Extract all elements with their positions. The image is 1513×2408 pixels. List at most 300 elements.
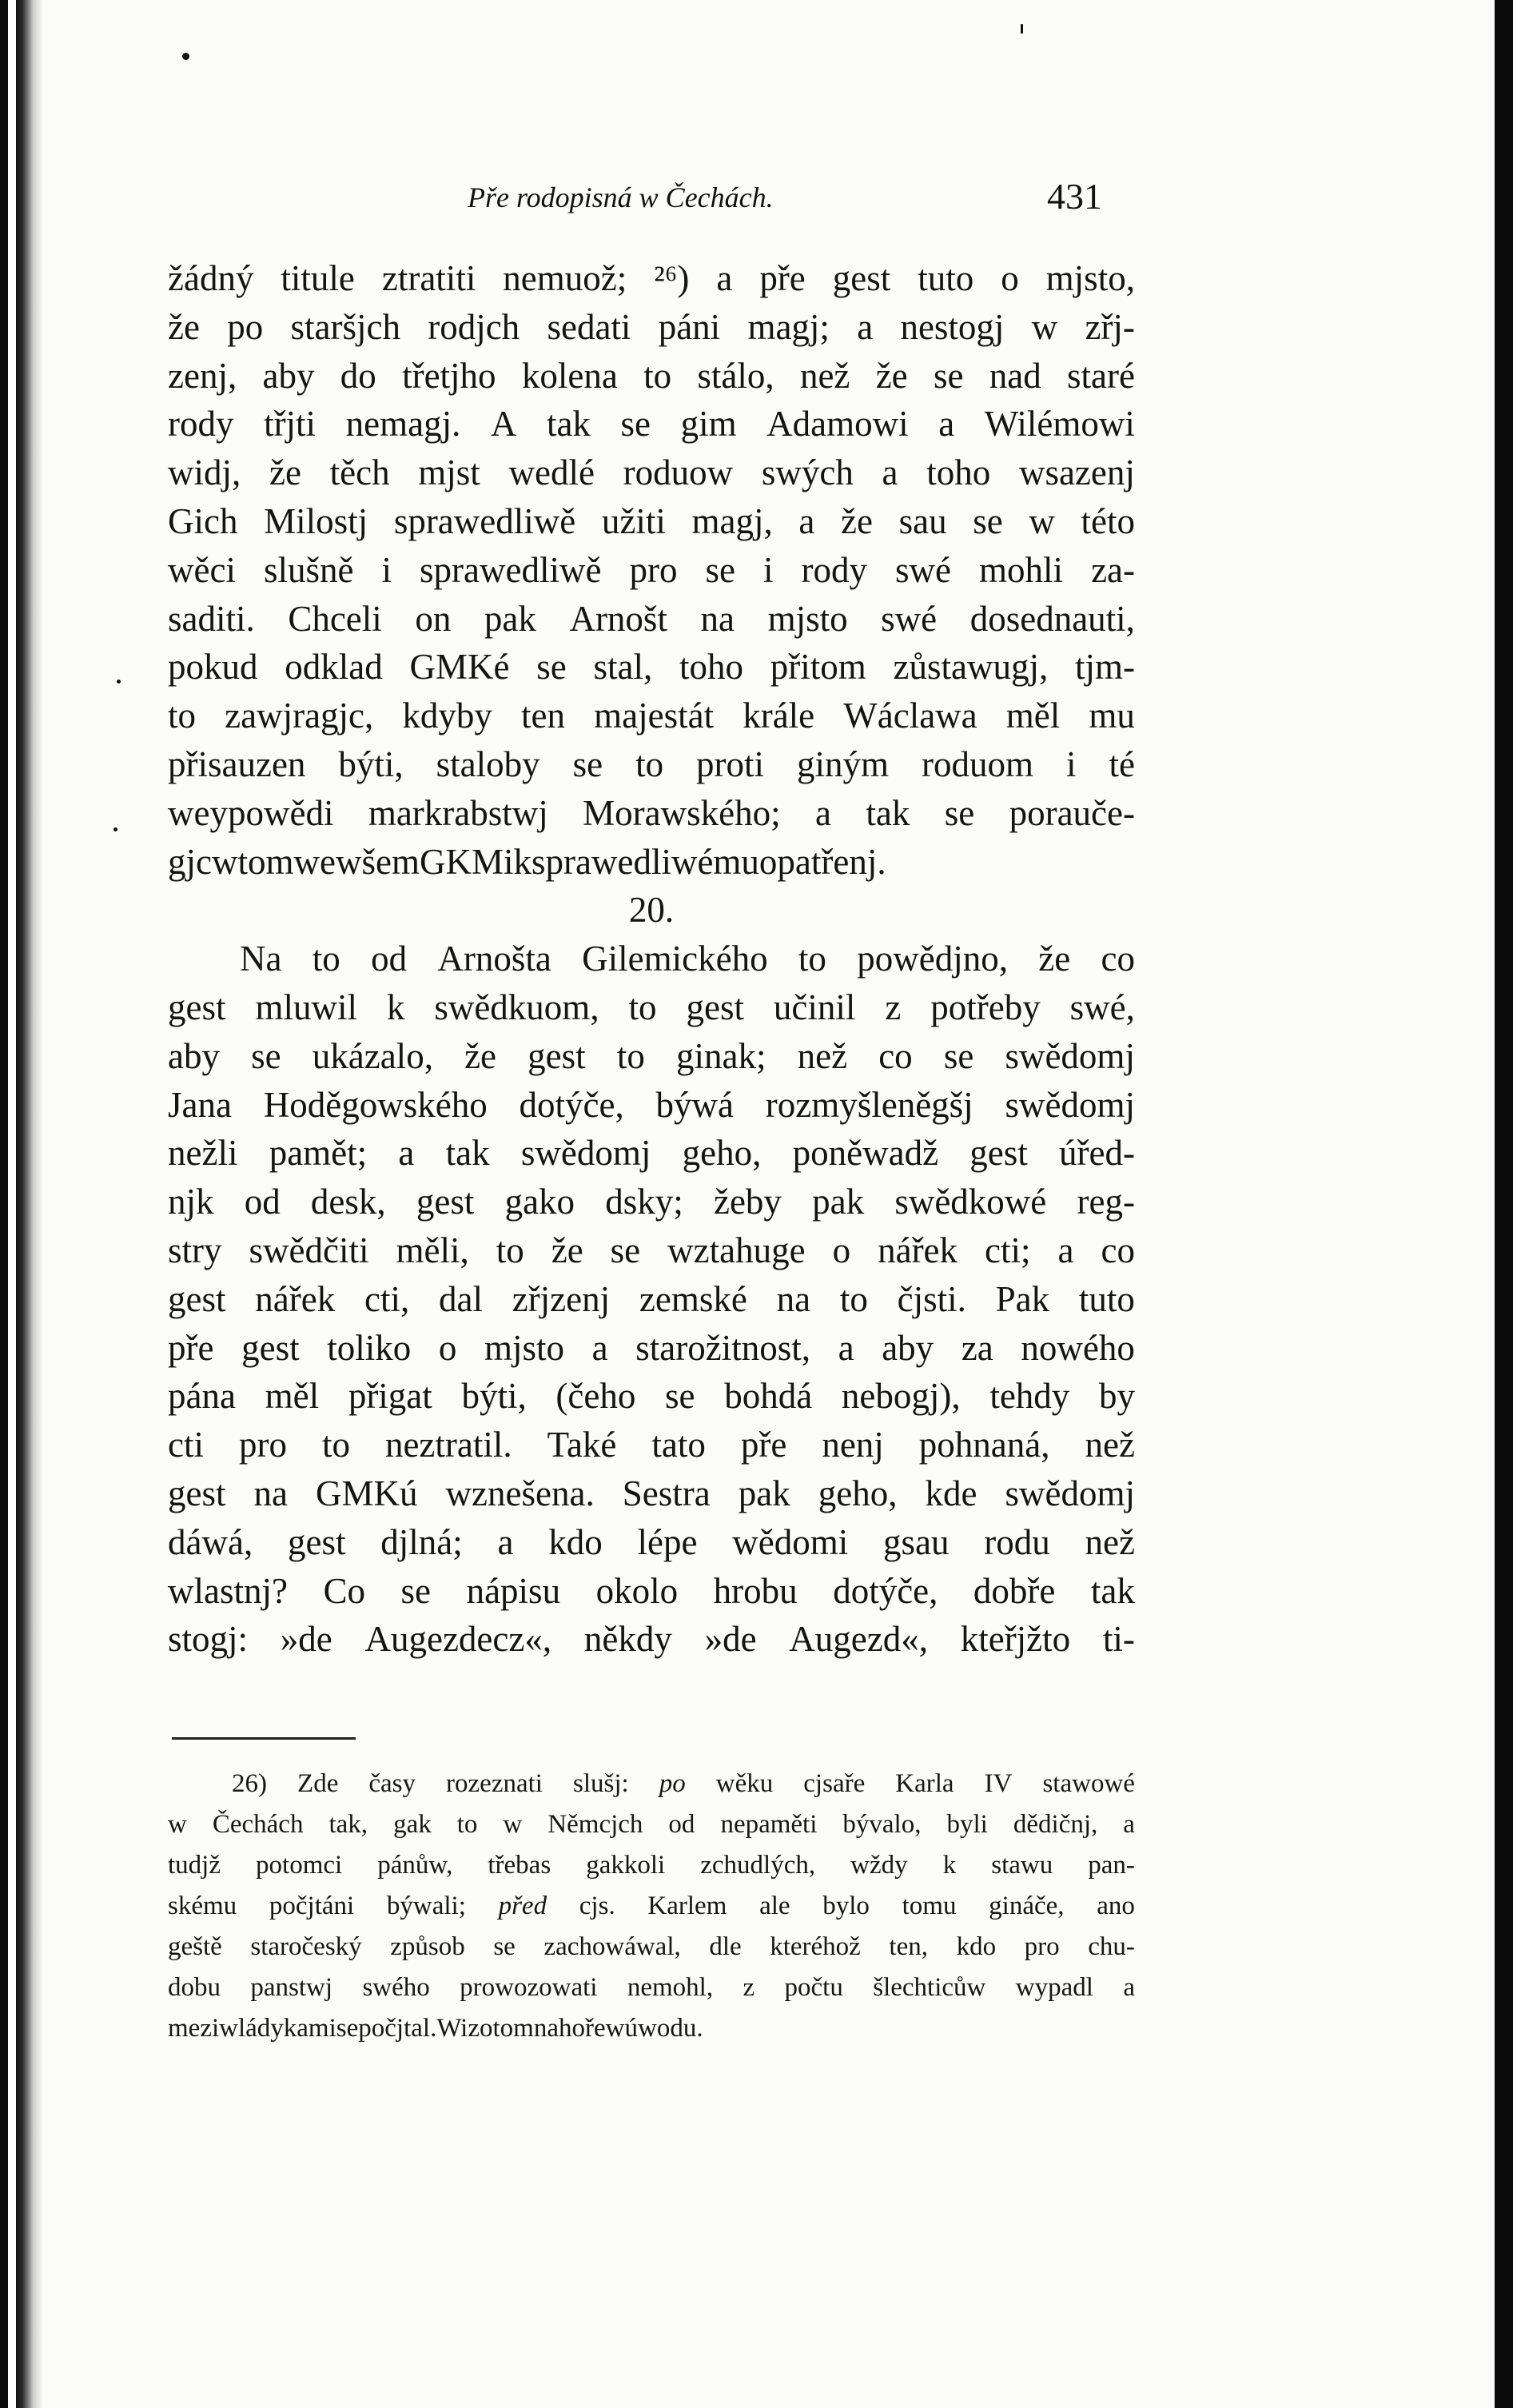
word: měli, bbox=[396, 1230, 469, 1270]
word: mluwil bbox=[255, 987, 357, 1027]
text-line bbox=[168, 497, 1135, 546]
word: stawowé bbox=[1042, 1769, 1135, 1798]
word: od bbox=[668, 1810, 695, 1839]
word: sedati bbox=[547, 306, 631, 347]
word: k bbox=[942, 1851, 957, 1880]
word: gest bbox=[168, 1278, 226, 1319]
word: gest bbox=[241, 1327, 300, 1368]
word: gest bbox=[970, 1133, 1028, 1174]
text-line bbox=[168, 400, 1135, 449]
word: sprawedliwě bbox=[420, 549, 602, 590]
word: gest bbox=[528, 1035, 586, 1076]
word: powědjno, bbox=[857, 939, 1008, 979]
word: toho bbox=[679, 647, 743, 688]
word: wztahuge bbox=[667, 1230, 806, 1270]
word: neztratil. bbox=[384, 1425, 512, 1465]
text-line bbox=[168, 1275, 1135, 1324]
word: Karlem bbox=[647, 1892, 727, 1920]
word: se bbox=[400, 1570, 432, 1611]
word: se bbox=[610, 1230, 641, 1270]
word: reg- bbox=[1077, 1182, 1135, 1222]
word: krále bbox=[743, 696, 815, 736]
running-title: Pře rodopisná w Čechách. bbox=[468, 181, 774, 213]
footnote-line bbox=[168, 1764, 1135, 1804]
word: swědomj bbox=[520, 1133, 651, 1174]
word: djlná; bbox=[380, 1521, 463, 1562]
word: saditi. bbox=[168, 598, 255, 639]
word: gest bbox=[168, 1473, 226, 1513]
word: toliko bbox=[327, 1327, 412, 1368]
ink-speck bbox=[182, 53, 189, 60]
word: třebas bbox=[488, 1851, 551, 1880]
text-line bbox=[168, 1372, 1135, 1421]
word: Wáclawa bbox=[843, 696, 977, 736]
word: w bbox=[1031, 306, 1058, 347]
footnote-line bbox=[168, 1845, 1135, 1886]
word: zůstawugj, bbox=[893, 647, 1049, 688]
word: poněwadž bbox=[792, 1133, 939, 1174]
word: a bbox=[398, 1133, 415, 1174]
word: pro bbox=[1024, 1932, 1060, 1961]
word: býwali; bbox=[386, 1892, 466, 1920]
word: do bbox=[340, 355, 376, 396]
word: wšem bbox=[335, 841, 420, 882]
text-line bbox=[168, 838, 1135, 887]
word: dobu bbox=[168, 1973, 221, 2002]
word: o bbox=[832, 1230, 851, 1270]
word: Jana bbox=[168, 1084, 232, 1125]
word: wěci bbox=[168, 549, 236, 590]
word: rody bbox=[801, 549, 868, 590]
word: to bbox=[643, 355, 672, 396]
word: to bbox=[456, 1810, 478, 1839]
word: o bbox=[480, 2014, 493, 2043]
word: geště bbox=[168, 1932, 222, 1961]
word: chu- bbox=[1088, 1932, 1135, 1961]
word: A bbox=[490, 404, 517, 445]
text-line bbox=[168, 643, 1135, 692]
word: Zde bbox=[297, 1769, 339, 1798]
word: stry bbox=[168, 1230, 222, 1270]
word: magj; bbox=[747, 306, 830, 347]
word: za- bbox=[1091, 549, 1135, 590]
word: zřj- bbox=[1085, 306, 1135, 347]
word: na bbox=[776, 1278, 811, 1319]
word: k bbox=[513, 841, 532, 882]
word: kteřjžto bbox=[960, 1619, 1071, 1660]
word: žeby bbox=[713, 1182, 782, 1222]
word: a bbox=[814, 792, 831, 833]
word: nowého bbox=[1021, 1327, 1135, 1368]
word: cti; bbox=[985, 1230, 1031, 1270]
word: staloby bbox=[436, 744, 540, 784]
word: w bbox=[503, 1810, 523, 1839]
word: gest bbox=[287, 1521, 346, 1562]
text-line bbox=[168, 449, 1135, 497]
word: ukázalo, bbox=[312, 1035, 433, 1076]
word: pan- bbox=[1088, 1851, 1135, 1880]
footnote-line bbox=[168, 1927, 1135, 1967]
word: přisauzen bbox=[168, 744, 306, 784]
word: wládykami bbox=[219, 2014, 336, 2043]
footnote-line bbox=[168, 2008, 1135, 2049]
word: páni bbox=[658, 306, 721, 347]
word: i bbox=[762, 549, 774, 590]
word: kteréhož bbox=[770, 1932, 861, 1961]
word: že bbox=[168, 306, 200, 347]
word: co bbox=[1101, 939, 1135, 979]
paragraph-2 bbox=[168, 935, 1135, 1664]
footnote-26 bbox=[168, 1764, 1135, 2049]
word: rozeznati bbox=[446, 1769, 543, 1798]
word: GMKé bbox=[409, 647, 510, 688]
word: co bbox=[1101, 1230, 1135, 1270]
footnote-line bbox=[168, 1804, 1135, 1845]
word: bohdá bbox=[724, 1376, 813, 1417]
word: tjm- bbox=[1074, 647, 1135, 688]
word: ten bbox=[521, 696, 566, 736]
word: nestogj bbox=[900, 306, 1005, 347]
word: gest bbox=[686, 987, 744, 1027]
word: z bbox=[743, 1973, 755, 2002]
word: aby bbox=[168, 1035, 220, 1076]
word: nářek bbox=[255, 1278, 336, 1319]
word: stogj: bbox=[168, 1619, 249, 1660]
word: geho, bbox=[818, 1473, 898, 1513]
word: Pak bbox=[995, 1278, 1050, 1319]
word: měl bbox=[265, 1376, 320, 1417]
word: markrabstwj bbox=[368, 792, 548, 833]
word: stawu bbox=[991, 1851, 1053, 1880]
word: zchudlých, bbox=[700, 1851, 816, 1880]
word: bývalo, bbox=[842, 1810, 922, 1839]
word: užiti bbox=[601, 500, 666, 541]
word: gak bbox=[393, 1810, 432, 1839]
word: kde bbox=[925, 1473, 977, 1513]
word: swého bbox=[362, 1973, 430, 2002]
word: se bbox=[933, 355, 964, 396]
word: kdo bbox=[548, 1521, 603, 1562]
word: swědomj bbox=[1005, 1473, 1135, 1513]
word: nežli bbox=[168, 1133, 238, 1174]
word: z bbox=[885, 987, 902, 1027]
word: ten, bbox=[889, 1932, 928, 1961]
word: hrobu bbox=[713, 1570, 798, 1611]
word: okolo bbox=[595, 1570, 679, 1611]
word: o bbox=[438, 1327, 457, 1368]
word: že bbox=[269, 452, 301, 493]
word: potomci bbox=[256, 1851, 343, 1880]
text-line bbox=[168, 1421, 1135, 1469]
paragraph-1 bbox=[168, 254, 1135, 886]
word: gjc bbox=[168, 841, 212, 882]
word: slušj: bbox=[573, 1769, 629, 1798]
word: sprawedliwému bbox=[532, 841, 759, 882]
word: tak bbox=[445, 1133, 490, 1174]
word: to bbox=[312, 939, 340, 979]
word: sau bbox=[898, 500, 947, 541]
word: odklad bbox=[285, 647, 383, 688]
word: pak bbox=[812, 1182, 865, 1222]
word: Arnošta bbox=[437, 939, 551, 979]
word: gináče, bbox=[989, 1892, 1065, 1920]
word: že bbox=[1038, 939, 1071, 979]
word: nahoře bbox=[533, 2014, 606, 2043]
word: rozmyšleněgšj bbox=[765, 1084, 973, 1125]
word: té bbox=[1109, 744, 1135, 784]
word: slušně bbox=[263, 549, 354, 590]
word: se bbox=[572, 744, 603, 784]
word: dotýče, bbox=[833, 1570, 938, 1611]
word: tom bbox=[492, 2014, 534, 2043]
footnote-line bbox=[168, 1886, 1135, 1927]
word: Milostj bbox=[264, 500, 368, 541]
word: njk bbox=[168, 1182, 214, 1222]
word: gest bbox=[832, 258, 891, 298]
word: »de bbox=[704, 1619, 757, 1660]
word: Arnošt bbox=[569, 598, 667, 639]
text-line bbox=[168, 1178, 1135, 1226]
word: swědčiti bbox=[249, 1230, 369, 1270]
word: třjti bbox=[264, 404, 317, 445]
text-line bbox=[168, 546, 1135, 595]
word: se bbox=[973, 500, 1003, 541]
word: to bbox=[616, 1035, 645, 1076]
word: dsky; bbox=[605, 1182, 683, 1222]
word: rodu bbox=[984, 1521, 1050, 1562]
word: Chceli bbox=[288, 598, 382, 639]
word: wěku bbox=[715, 1769, 774, 1798]
word: že bbox=[841, 500, 873, 541]
text-line bbox=[168, 983, 1135, 1032]
word: dotýče, bbox=[519, 1084, 624, 1125]
word: způsob bbox=[390, 1932, 465, 1961]
word: dědičnj, bbox=[1013, 1810, 1098, 1839]
word: cjs. bbox=[579, 1892, 615, 1920]
word: pro bbox=[238, 1425, 287, 1465]
word: dle bbox=[709, 1932, 742, 1961]
word: majestát bbox=[594, 696, 715, 736]
word: porauče- bbox=[1009, 792, 1135, 833]
ink-speck bbox=[117, 680, 121, 684]
word: ale bbox=[759, 1892, 790, 1920]
word: šlechticůw bbox=[873, 1973, 986, 2002]
word: že bbox=[875, 355, 908, 396]
word: by bbox=[1098, 1376, 1135, 1417]
word: pře bbox=[168, 1327, 214, 1368]
text-line bbox=[168, 1615, 1135, 1664]
book-page bbox=[8, 0, 1495, 2408]
word: se bbox=[705, 549, 735, 590]
word: tudjž bbox=[168, 1851, 221, 1880]
word: se bbox=[620, 404, 651, 445]
word: ginak; bbox=[675, 1035, 766, 1076]
word: stálo, bbox=[697, 355, 774, 396]
word: to bbox=[628, 987, 657, 1027]
word: a bbox=[1123, 1973, 1135, 2002]
word: nad bbox=[989, 355, 1041, 396]
word: na bbox=[700, 598, 735, 639]
word: geho, bbox=[682, 1133, 762, 1174]
word: gakkoli bbox=[586, 1851, 666, 1880]
word: pak bbox=[738, 1473, 790, 1513]
word: počjtal. bbox=[358, 2014, 437, 2043]
word: kolena bbox=[521, 355, 618, 396]
word: tomu bbox=[902, 1892, 957, 1920]
word: přitom bbox=[770, 647, 866, 688]
word: ztratiti bbox=[381, 258, 476, 298]
word: pak bbox=[484, 598, 536, 639]
word: swých bbox=[761, 452, 854, 493]
word: magj, bbox=[691, 500, 773, 541]
word: býti, bbox=[461, 1376, 527, 1417]
word: a bbox=[1123, 1810, 1135, 1839]
word: mu bbox=[1089, 696, 1135, 736]
word: mezi bbox=[168, 2014, 220, 2043]
word: pánůw, bbox=[377, 1851, 453, 1880]
word: býwá bbox=[655, 1084, 734, 1125]
word: mjsto, bbox=[1045, 258, 1135, 298]
word: to bbox=[496, 1230, 524, 1270]
word: to bbox=[798, 939, 826, 979]
word: Hoděgowského bbox=[263, 1084, 488, 1125]
word: gim bbox=[680, 404, 737, 445]
word: nářek bbox=[878, 1230, 958, 1270]
word: k bbox=[386, 987, 405, 1027]
word: w bbox=[211, 841, 238, 882]
word: pře bbox=[740, 1425, 787, 1465]
word: od bbox=[244, 1182, 281, 1222]
word: přigat bbox=[348, 1376, 432, 1417]
word: nápisu bbox=[466, 1570, 561, 1611]
word: GMKú bbox=[316, 1473, 418, 1513]
word: cti, bbox=[364, 1278, 410, 1319]
word: Co bbox=[323, 1570, 366, 1611]
word: i bbox=[381, 549, 392, 590]
word: než bbox=[799, 355, 850, 396]
word: nepaměti bbox=[720, 1810, 818, 1839]
main-text bbox=[168, 254, 1135, 1664]
word: úwodu. bbox=[624, 2014, 703, 2043]
word: zemské bbox=[639, 1278, 747, 1319]
text-line bbox=[168, 789, 1135, 838]
word: počjtáni bbox=[269, 1892, 355, 1920]
word: že bbox=[551, 1230, 583, 1270]
word: mjsto bbox=[767, 598, 848, 639]
word: nemohl, bbox=[627, 1973, 714, 2002]
word: desk, bbox=[310, 1182, 386, 1222]
word: mohli bbox=[979, 549, 1064, 590]
word: lépe bbox=[637, 1521, 698, 1562]
word: rodjch bbox=[428, 306, 520, 347]
word: gako bbox=[504, 1182, 575, 1222]
word: titule bbox=[281, 258, 355, 298]
section-number-text: 20. bbox=[628, 890, 675, 931]
word: stal, bbox=[593, 647, 653, 688]
word: tuto bbox=[1078, 1278, 1135, 1319]
word: mjst bbox=[418, 452, 480, 493]
word: pohnaná, bbox=[918, 1425, 1050, 1465]
word: se bbox=[536, 647, 567, 688]
word: a bbox=[1057, 1230, 1074, 1270]
word: i bbox=[1065, 744, 1077, 784]
word: pamět; bbox=[269, 1133, 368, 1174]
word: před bbox=[498, 1892, 547, 1920]
word: swé bbox=[881, 598, 938, 639]
word: tom bbox=[237, 841, 294, 882]
word: zenj, bbox=[168, 355, 237, 396]
word: to bbox=[321, 1425, 350, 1465]
word: Adamowi bbox=[766, 404, 909, 445]
word: Wiz bbox=[436, 2014, 480, 2043]
word: wždy bbox=[850, 1851, 908, 1880]
word: a bbox=[716, 258, 733, 298]
word: ti- bbox=[1102, 1619, 1135, 1660]
word: gest bbox=[168, 987, 226, 1027]
word: tuto bbox=[918, 258, 974, 298]
word: ²⁶) bbox=[654, 258, 690, 298]
word: wznešena. bbox=[445, 1473, 595, 1513]
word: aby bbox=[262, 355, 315, 396]
word: pro bbox=[629, 549, 678, 590]
word: swé bbox=[895, 549, 952, 590]
word: Gilemického bbox=[582, 939, 768, 979]
text-line bbox=[168, 595, 1135, 644]
word: panstwj bbox=[250, 1973, 333, 2002]
word: tato bbox=[651, 1425, 706, 1465]
word: gest bbox=[416, 1182, 475, 1222]
word: cjsaře bbox=[803, 1769, 866, 1798]
word: že bbox=[464, 1035, 497, 1076]
word: počtu bbox=[784, 1973, 843, 2002]
word: dáwá, bbox=[168, 1521, 253, 1562]
word: zawjragjc, bbox=[225, 696, 374, 736]
word: sprawedliwě bbox=[393, 500, 576, 541]
word: 26) bbox=[232, 1769, 267, 1798]
word: časy bbox=[368, 1769, 416, 1798]
word: nenj bbox=[822, 1425, 884, 1465]
word: na bbox=[253, 1473, 288, 1513]
word: w bbox=[1029, 500, 1055, 541]
word: a bbox=[857, 306, 874, 347]
word: to bbox=[168, 696, 197, 736]
word: wědomi bbox=[732, 1521, 849, 1562]
word: ano bbox=[1097, 1892, 1135, 1920]
word: aby bbox=[882, 1327, 934, 1368]
word: mjsto bbox=[484, 1327, 565, 1368]
word: rody bbox=[168, 404, 234, 445]
word: této bbox=[1081, 500, 1135, 541]
text-line bbox=[168, 1469, 1135, 1518]
word: swědomj bbox=[1005, 1035, 1135, 1076]
word: »de bbox=[280, 1619, 332, 1660]
word: dobře bbox=[973, 1570, 1056, 1611]
word: cti bbox=[168, 1425, 204, 1465]
word: dal bbox=[438, 1278, 483, 1319]
word: bylo bbox=[822, 1892, 870, 1920]
word: se bbox=[944, 792, 975, 833]
footnote-divider bbox=[172, 1737, 356, 1740]
word: swědomj bbox=[1005, 1084, 1135, 1125]
word: třetjho bbox=[402, 355, 496, 396]
footnote-line bbox=[168, 1967, 1135, 2008]
word: staročeský bbox=[250, 1932, 362, 1961]
word: roduow bbox=[623, 452, 734, 493]
word: Augezd«, bbox=[789, 1619, 928, 1660]
text-line bbox=[168, 935, 1135, 983]
word: dosednauti, bbox=[970, 598, 1135, 639]
word: tak bbox=[1090, 1570, 1135, 1611]
